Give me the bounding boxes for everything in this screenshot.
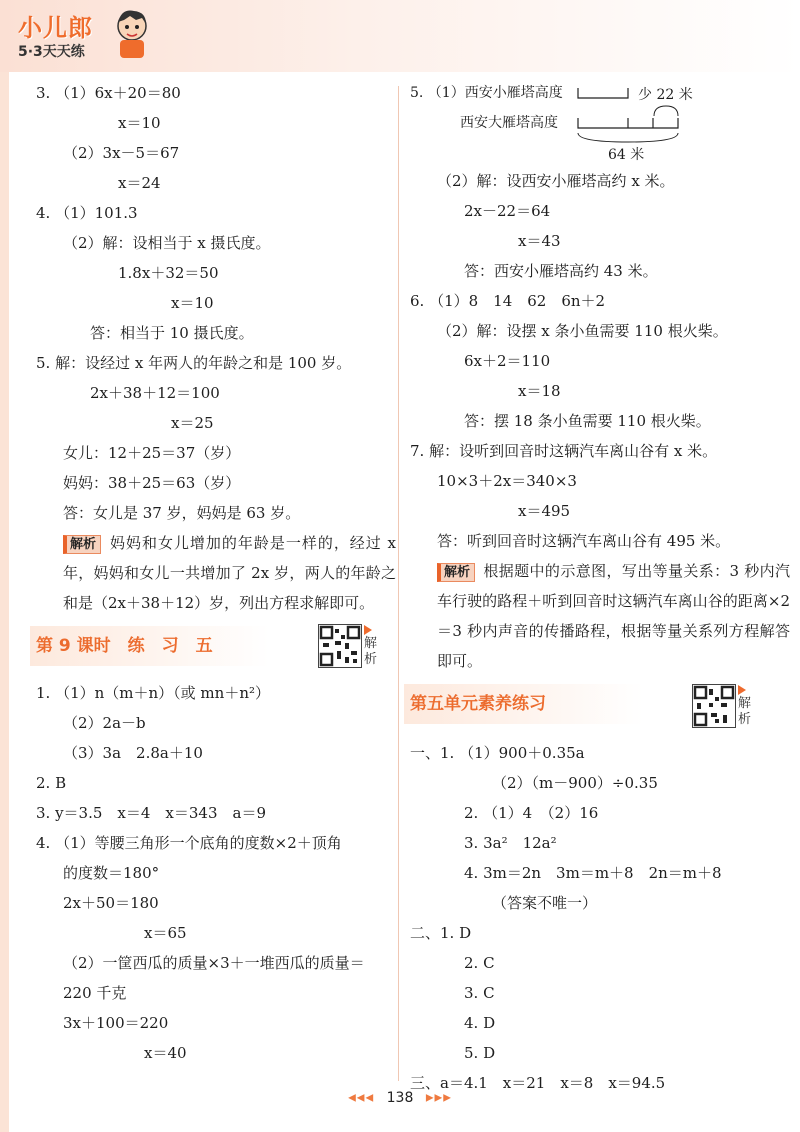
- answer-line: （2）解：设摆 x 条小鱼需要 110 根火柴。: [437, 322, 728, 340]
- answer-line: 3. C: [464, 984, 495, 1002]
- answer-line: 5. D: [464, 1044, 496, 1062]
- answer-line: x＝10: [118, 114, 161, 132]
- section-title: 第五单元素养练习: [404, 684, 670, 724]
- answer-line: 4. （1）等腰三角形一个底角的度数×2＋顶角: [36, 834, 342, 852]
- diagram-label-small: 5. （1）西安小雁塔高度: [410, 85, 563, 101]
- unit-section-header: [410, 684, 790, 727]
- brand-title: 小儿郎: [18, 14, 93, 42]
- answer-line: 6x＋2＝110: [464, 352, 551, 370]
- diagram-less-label: 少 22 米: [638, 87, 693, 103]
- answer-line: 妈妈：38＋25＝63（岁）: [63, 474, 241, 492]
- answer-line: 10×3＋2x＝340×3: [437, 472, 577, 490]
- answer-line: 2x－22＝64: [464, 202, 551, 220]
- answer-line: 3x＋100＝220: [63, 1014, 169, 1032]
- diagram-total-label: 64 米: [608, 147, 645, 163]
- mascot-icon: [112, 8, 152, 60]
- answer-line: 2x＋50＝180: [63, 894, 159, 912]
- answer-line: 二、1. D: [410, 924, 472, 942]
- answer-line: （2）2a－b: [63, 714, 146, 732]
- answer-line: 答：西安小雁塔高约 43 米。: [464, 262, 658, 280]
- analysis-tag: 解析: [437, 563, 475, 582]
- answer-line: 2. （1）4 （2）16: [464, 804, 599, 822]
- answer-line: x＝10: [171, 294, 214, 312]
- answer-line: x＝65: [144, 924, 187, 942]
- right-arrows-icon: ▶▶▶: [425, 1092, 452, 1104]
- answer-line: 4. D: [464, 1014, 496, 1032]
- qr-label: 解析: [364, 636, 378, 667]
- answer-line: 三、a＝4.1 x＝21 x＝8 x＝94.5: [410, 1074, 666, 1092]
- column-divider: [398, 86, 399, 1081]
- answer-line: 答：听到回音时这辆汽车离山谷有 495 米。: [437, 532, 731, 550]
- answer-line: 答：摆 18 条小鱼需要 110 根火柴。: [464, 412, 711, 430]
- answer-line: （2）（m－900）÷0.35: [492, 774, 658, 792]
- play-icon: [738, 685, 746, 695]
- qr-code-icon[interactable]: [692, 684, 736, 728]
- answer-line: x＝495: [518, 502, 571, 520]
- section-title: 第 9 课时 练 习 五: [30, 626, 296, 666]
- answer-line: x＝24: [118, 174, 161, 192]
- tower-diagram: [410, 78, 790, 166]
- left-arrows-icon: ◀◀◀: [348, 1092, 375, 1104]
- analysis-tag: 解析: [63, 535, 101, 554]
- answer-line: 答：女儿是 37 岁，妈妈是 63 岁。: [63, 504, 301, 522]
- answer-line: 5. 解：设经过 x 年两人的年龄之和是 100 岁。: [36, 354, 352, 372]
- answer-line: 7. 解：设听到回音时这辆汽车离山谷有 x 米。: [410, 442, 718, 460]
- right-column: [410, 78, 790, 1098]
- answer-line: （2）一筐西瓜的质量×3＋一堆西瓜的质量＝: [63, 954, 365, 972]
- brand-series: 5·3天天练: [18, 44, 85, 60]
- answer-line: 220 千克: [63, 984, 127, 1002]
- answer-line: x＝25: [171, 414, 214, 432]
- answer-line: 1.8x＋32＝50: [118, 264, 219, 282]
- page-number: 138: [386, 1090, 414, 1106]
- lesson-section-header: [36, 626, 396, 666]
- play-icon: [364, 625, 372, 635]
- answer-line: x＝43: [518, 232, 561, 250]
- answer-line: 4. 3m＝2n 3m＝m＋8 2n＝m＋8: [464, 864, 722, 882]
- page-footer: [0, 1090, 800, 1106]
- answer-line: 6. （1）8 14 62 6n＋2: [410, 292, 606, 310]
- answer-line: （2）解：设相当于 x 摄氏度。: [63, 234, 271, 252]
- brand-logo: [18, 8, 93, 61]
- diagram-label-large: 西安大雁塔高度: [460, 115, 558, 131]
- qr-label: 解析: [738, 696, 752, 727]
- answer-line: （2）3x－5＝67: [63, 144, 180, 162]
- answer-line: 的度数＝180°: [63, 864, 160, 882]
- answer-line: 1. （1）n（m＋n）（或 mn＋n²）: [36, 684, 270, 702]
- qr-code-icon[interactable]: [318, 624, 362, 668]
- answer-line: 2. B: [36, 774, 67, 792]
- answer-line: 一、1. （1）900＋0.35a: [410, 744, 585, 762]
- answer-line: 女儿：12＋25＝37（岁）: [63, 444, 241, 462]
- answer-line: 4. （1）101.3: [36, 204, 138, 222]
- answer-line: 3. 3a² 12a²: [464, 834, 557, 852]
- answer-line: （答案不唯一）: [492, 894, 598, 912]
- answer-line: （3）3a 2.8a＋10: [63, 744, 203, 762]
- analysis-text: 妈妈和女儿增加的年龄是一样的，经过 x 年，妈妈和女儿一共增加了 2x 岁，两人的年龄之和是（2x＋38＋12）岁，列出方程求解即可。: [63, 534, 396, 612]
- side-band: [0, 72, 9, 1132]
- answer-line: 3. y＝3.5 x＝4 x＝343 a＝9: [36, 804, 266, 822]
- analysis-text: 根据题中的示意图，写出等量关系：3 秒内汽车行驶的路程＋听到回音时这辆汽车离山谷的距离×2＝3 秒内声音的传播路程，根据等量关系列方程解答即可。: [437, 562, 790, 670]
- left-column: [36, 78, 396, 1068]
- answer-line: x＝18: [518, 382, 561, 400]
- answer-line: x＝40: [144, 1044, 187, 1062]
- answer-line: （2）解：设西安小雁塔高约 x 米。: [437, 172, 675, 190]
- answer-line: 3. （1）6x＋20＝80: [36, 84, 181, 102]
- analysis-block: [36, 528, 396, 618]
- analysis-block: [410, 556, 790, 676]
- answer-line: 2x＋38＋12＝100: [90, 384, 220, 402]
- answer-line: 答：相当于 10 摄氏度。: [90, 324, 254, 342]
- answer-line: 2. C: [464, 954, 495, 972]
